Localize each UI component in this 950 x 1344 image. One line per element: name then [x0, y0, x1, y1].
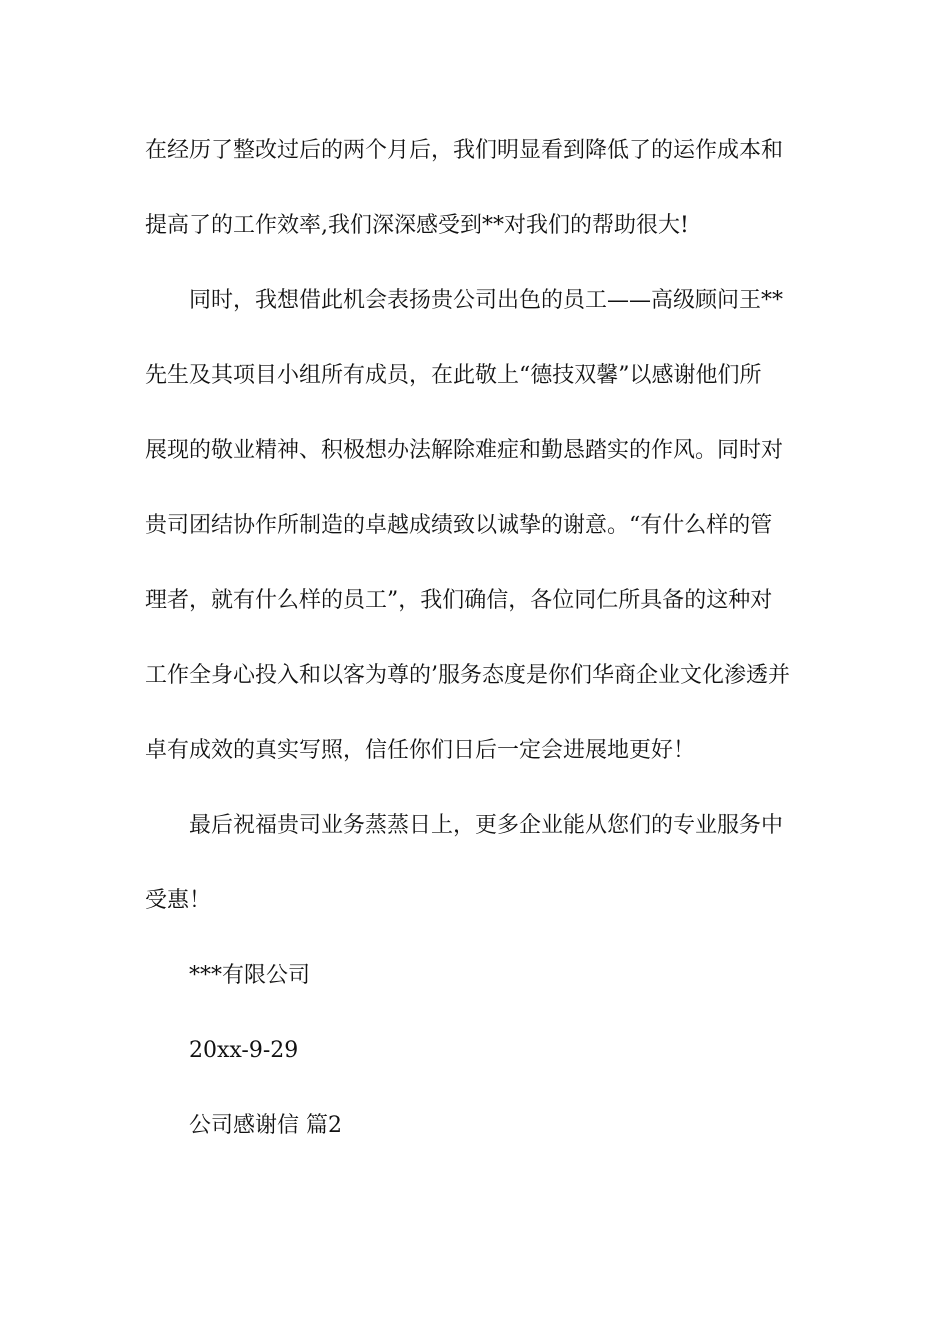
- paragraph-line: 理者，就有什么样的员工”，我们确信，各位同仁所具备的这种对: [145, 588, 773, 613]
- paragraph-line: 受惠！: [145, 888, 212, 913]
- paragraph-line: 卓有成效的真实写照，信任你们日后一定会进展地更好！: [145, 738, 696, 763]
- paragraph-line: 贵司团结协作所制造的卓越成绩致以诚挚的谢意。“有什么样的管: [145, 513, 773, 538]
- signature-date: 20xx-9-29: [189, 1038, 299, 1063]
- section-heading: 公司感谢信 篇2: [189, 1113, 342, 1138]
- paragraph-line: 同时，我想借此机会表扬贵公司出色的员工——高级顾问王**: [189, 288, 784, 313]
- paragraph-line: 提高了的工作效率,我们深深感受到**对我们的帮助很大!: [145, 213, 689, 238]
- paragraph-line: 工作全身心投入和以客为尊的’服务态度是你们华商企业文化渗透并: [145, 663, 790, 688]
- signature-company: ***有限公司: [189, 963, 311, 988]
- paragraph-line: 先生及其项目小组所有成员，在此敬上“德技双馨”以感谢他们所: [145, 363, 762, 388]
- paragraph-line: 展现的敬业精神、积极想办法解除难症和勤恳踏实的作风。同时对: [145, 438, 784, 463]
- paragraph-line: 最后祝福贵司业务蒸蒸日上，更多企业能从您们的专业服务中: [189, 813, 784, 838]
- paragraph-line: 在经历了整改过后的两个月后，我们明显看到降低了的运作成本和: [145, 138, 784, 163]
